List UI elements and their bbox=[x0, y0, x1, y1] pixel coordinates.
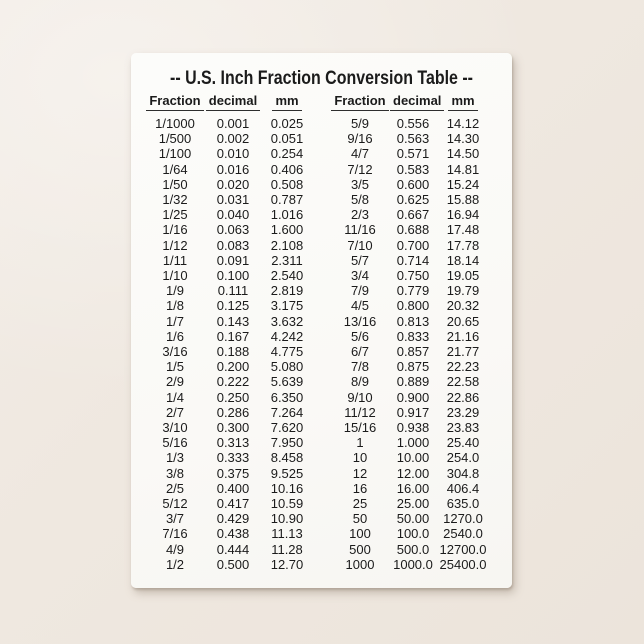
cell-decimal: 0.417 bbox=[216, 496, 250, 512]
cell-mm: 20.32 bbox=[446, 298, 480, 314]
cell-decimal: 0.444 bbox=[216, 541, 250, 557]
cell-mm: 2.108 bbox=[270, 237, 304, 253]
cell-mm: 19.79 bbox=[446, 283, 480, 299]
cell-mm: 11.13 bbox=[271, 526, 303, 542]
cell-fraction: 100 bbox=[349, 526, 371, 542]
cell-mm: 23.29 bbox=[446, 404, 480, 420]
table-row bbox=[330, 359, 490, 374]
table-row bbox=[330, 162, 490, 177]
table-row bbox=[330, 466, 490, 481]
table-row bbox=[330, 390, 490, 405]
cell-mm: 4.242 bbox=[270, 328, 304, 344]
cell-fraction: 5/8 bbox=[350, 192, 370, 208]
table-row bbox=[330, 496, 490, 511]
cell-decimal: 100.0 bbox=[396, 526, 430, 542]
cell-mm: 17.78 bbox=[446, 237, 480, 253]
cell-decimal: 0.016 bbox=[216, 161, 250, 177]
cell-decimal: 0.100 bbox=[216, 268, 250, 284]
cell-fraction: 1/4 bbox=[165, 389, 185, 405]
cell-decimal: 0.200 bbox=[216, 359, 250, 375]
table-row bbox=[330, 207, 490, 222]
cell-fraction: 1/25 bbox=[162, 207, 188, 223]
table-row bbox=[145, 146, 313, 161]
cell-decimal: 0.333 bbox=[216, 450, 250, 466]
table-row bbox=[145, 253, 313, 268]
cell-mm: 5.639 bbox=[270, 374, 304, 390]
cell-fraction: 500 bbox=[349, 541, 371, 557]
cell-decimal: 0.938 bbox=[396, 420, 430, 436]
table-row bbox=[330, 420, 490, 435]
cell-decimal: 0.800 bbox=[396, 298, 430, 314]
cell-fraction: 7/12 bbox=[347, 161, 373, 177]
cell-fraction: 1/6 bbox=[165, 328, 185, 344]
cell-fraction: 11/16 bbox=[344, 222, 376, 238]
cell-decimal: 0.563 bbox=[396, 131, 430, 147]
cell-mm: 2.311 bbox=[271, 252, 303, 268]
cell-decimal: 0.286 bbox=[216, 404, 250, 420]
cell-fraction: 3/10 bbox=[162, 420, 188, 436]
table-row bbox=[145, 238, 313, 253]
column-header-decimal: decimal bbox=[390, 94, 444, 111]
cell-decimal: 16.00 bbox=[396, 480, 430, 496]
cell-mm: 2.819 bbox=[270, 283, 304, 299]
cell-decimal: 0.714 bbox=[396, 252, 430, 268]
cell-fraction: 3/4 bbox=[350, 268, 370, 284]
cell-fraction: 3/7 bbox=[165, 511, 185, 527]
cell-fraction: 16 bbox=[352, 480, 368, 496]
column-header-mm: mm bbox=[272, 94, 301, 111]
cell-decimal: 0.083 bbox=[216, 237, 250, 253]
cell-mm: 2.540 bbox=[270, 268, 304, 284]
cell-fraction: 1/64 bbox=[162, 161, 188, 177]
conversion-table-left bbox=[145, 92, 313, 572]
table-row bbox=[145, 177, 313, 192]
cell-decimal: 0.300 bbox=[216, 420, 250, 436]
cell-decimal: 0.750 bbox=[396, 268, 430, 284]
table-row bbox=[330, 481, 490, 496]
cell-mm: 1.016 bbox=[270, 207, 304, 223]
cell-fraction: 9/10 bbox=[347, 389, 373, 405]
cell-mm: 0.254 bbox=[270, 146, 304, 162]
header-cell-decimal bbox=[205, 92, 261, 116]
cell-mm: 25400.0 bbox=[439, 556, 487, 572]
cell-mm: 5.080 bbox=[270, 359, 304, 375]
table-row bbox=[330, 131, 490, 146]
cell-decimal: 0.313 bbox=[216, 435, 250, 451]
cell-mm: 10.59 bbox=[270, 496, 304, 512]
cell-fraction: 1/7 bbox=[165, 313, 185, 329]
cell-fraction: 4/7 bbox=[350, 146, 370, 162]
cell-decimal: 0.571 bbox=[396, 146, 430, 162]
cell-fraction: 1/50 bbox=[162, 176, 188, 192]
cell-fraction: 8/9 bbox=[350, 374, 370, 390]
cell-fraction: 7/9 bbox=[350, 283, 370, 299]
table-row bbox=[145, 526, 313, 541]
cell-decimal: 0.375 bbox=[216, 465, 250, 481]
cell-decimal: 0.875 bbox=[396, 359, 430, 375]
cell-fraction: 9/16 bbox=[347, 131, 373, 147]
tables-row bbox=[131, 92, 512, 572]
cell-fraction: 6/7 bbox=[350, 344, 370, 360]
cell-fraction: 10 bbox=[352, 450, 368, 466]
cell-mm: 0.406 bbox=[270, 161, 304, 177]
table-row bbox=[330, 374, 490, 389]
cell-mm: 25.40 bbox=[446, 435, 480, 451]
header-row bbox=[145, 92, 313, 116]
table-row bbox=[145, 329, 313, 344]
table-row bbox=[330, 450, 490, 465]
cell-decimal: 0.438 bbox=[216, 526, 250, 542]
cell-decimal: 10.00 bbox=[396, 450, 430, 466]
cell-decimal: 0.889 bbox=[396, 374, 430, 390]
cell-fraction: 5/9 bbox=[350, 116, 370, 131]
cell-mm: 6.350 bbox=[270, 389, 304, 405]
cell-decimal: 25.00 bbox=[396, 496, 430, 512]
cell-mm: 635.0 bbox=[446, 496, 480, 512]
cell-mm: 22.86 bbox=[446, 389, 480, 405]
table-row bbox=[145, 192, 313, 207]
table-row bbox=[145, 359, 313, 374]
cell-decimal: 0.010 bbox=[216, 146, 250, 162]
cell-mm: 0.025 bbox=[270, 116, 304, 131]
table-row bbox=[145, 344, 313, 359]
cell-fraction: 1/9 bbox=[165, 283, 185, 299]
cell-mm: 1270.0 bbox=[443, 511, 483, 527]
table-row bbox=[145, 450, 313, 465]
table-row bbox=[330, 511, 490, 526]
cell-mm: 16.94 bbox=[446, 207, 480, 223]
table-row bbox=[330, 542, 490, 557]
table-row bbox=[145, 374, 313, 389]
cell-mm: 14.30 bbox=[446, 131, 480, 147]
cell-decimal: 0.688 bbox=[396, 222, 430, 238]
cell-mm: 7.264 bbox=[270, 404, 304, 420]
card-title: -- U.S. Inch Fraction Conversion Table -- bbox=[170, 68, 473, 89]
cell-mm: 18.14 bbox=[446, 252, 480, 268]
cell-decimal: 0.600 bbox=[396, 176, 430, 192]
cell-mm: 4.775 bbox=[270, 344, 304, 360]
cell-mm: 254.0 bbox=[446, 450, 480, 466]
cell-fraction: 1/3 bbox=[165, 450, 185, 466]
cell-mm: 0.508 bbox=[270, 176, 304, 192]
cell-mm: 21.77 bbox=[446, 344, 480, 360]
cell-fraction: 25 bbox=[352, 496, 368, 512]
cell-mm: 9.525 bbox=[270, 465, 304, 481]
cell-mm: 3.175 bbox=[270, 298, 304, 314]
cell-fraction: 1/8 bbox=[165, 298, 185, 314]
cell-decimal: 0.667 bbox=[396, 207, 430, 223]
cell-fraction: 3/8 bbox=[165, 465, 185, 481]
table-row bbox=[145, 557, 313, 572]
header-cell-mm bbox=[261, 92, 313, 116]
table-body-left bbox=[145, 116, 313, 572]
cell-fraction: 3/16 bbox=[162, 344, 188, 360]
table-row bbox=[145, 466, 313, 481]
cell-fraction: 1/11 bbox=[162, 252, 188, 268]
table-row bbox=[145, 390, 313, 405]
cell-fraction: 1 bbox=[356, 435, 364, 451]
cell-fraction: 2/7 bbox=[165, 404, 185, 420]
cell-fraction: 5/6 bbox=[350, 328, 370, 344]
cell-fraction: 1/12 bbox=[162, 237, 188, 253]
cell-mm: 7.620 bbox=[270, 420, 304, 436]
column-header-fraction: Fraction bbox=[331, 94, 388, 111]
header-cell-fraction bbox=[330, 92, 390, 116]
cell-mm: 14.12 bbox=[446, 116, 480, 131]
cell-fraction: 1/2 bbox=[165, 556, 185, 572]
cell-decimal: 0.063 bbox=[216, 222, 250, 238]
column-header-decimal: decimal bbox=[206, 94, 260, 111]
cell-mm: 14.50 bbox=[446, 146, 480, 162]
cell-mm: 22.23 bbox=[446, 359, 480, 375]
cell-decimal: 0.111 bbox=[217, 283, 249, 299]
cell-fraction: 5/7 bbox=[350, 252, 370, 268]
table-row bbox=[145, 314, 313, 329]
table-row bbox=[145, 222, 313, 237]
table-row bbox=[330, 253, 490, 268]
cell-fraction: 1/32 bbox=[162, 192, 188, 208]
cell-decimal: 0.143 bbox=[216, 313, 250, 329]
table-row bbox=[145, 542, 313, 557]
cell-decimal: 0.001 bbox=[216, 116, 250, 131]
cell-fraction: 7/8 bbox=[350, 359, 370, 375]
cell-decimal: 12.00 bbox=[396, 465, 430, 481]
cell-mm: 304.8 bbox=[446, 465, 480, 481]
cell-decimal: 0.813 bbox=[396, 313, 430, 329]
table-row bbox=[330, 283, 490, 298]
cell-mm: 10.90 bbox=[270, 511, 304, 527]
cell-fraction: 7/16 bbox=[162, 526, 188, 542]
cell-mm: 0.787 bbox=[270, 192, 304, 208]
cell-decimal: 0.020 bbox=[216, 176, 250, 192]
column-header-mm: mm bbox=[448, 94, 477, 111]
cell-decimal: 0.400 bbox=[216, 480, 250, 496]
cell-fraction: 3/5 bbox=[350, 176, 370, 192]
cell-mm: 14.81 bbox=[446, 161, 480, 177]
table-row bbox=[145, 131, 313, 146]
cell-decimal: 0.040 bbox=[216, 207, 250, 223]
cell-fraction: 50 bbox=[352, 511, 368, 527]
cell-mm: 406.4 bbox=[446, 480, 480, 496]
cell-decimal: 500.0 bbox=[396, 541, 430, 557]
cell-fraction: 5/12 bbox=[162, 496, 188, 512]
cell-decimal: 0.779 bbox=[396, 283, 430, 299]
table-row bbox=[145, 481, 313, 496]
table-row bbox=[330, 314, 490, 329]
cell-fraction: 1/100 bbox=[158, 146, 192, 162]
cell-mm: 7.950 bbox=[270, 435, 304, 451]
cell-fraction: 12 bbox=[352, 465, 368, 481]
cell-mm: 17.48 bbox=[446, 222, 480, 238]
cell-decimal: 1000.0 bbox=[393, 556, 433, 572]
table-row bbox=[330, 116, 490, 131]
cell-decimal: 0.125 bbox=[216, 298, 250, 314]
cell-mm: 1.600 bbox=[270, 222, 304, 238]
table-row bbox=[330, 192, 490, 207]
cell-mm: 8.458 bbox=[270, 450, 304, 466]
cell-mm: 15.24 bbox=[446, 176, 480, 192]
cell-decimal: 0.167 bbox=[216, 328, 250, 344]
cell-decimal: 0.583 bbox=[396, 161, 430, 177]
cell-fraction: 2/9 bbox=[165, 374, 185, 390]
cell-decimal: 1.000 bbox=[396, 435, 430, 451]
cell-decimal: 0.188 bbox=[216, 344, 250, 360]
table-row bbox=[330, 557, 490, 572]
cell-decimal: 0.002 bbox=[216, 131, 250, 147]
cell-mm: 3.632 bbox=[270, 313, 304, 329]
table-row bbox=[330, 329, 490, 344]
table-row bbox=[145, 283, 313, 298]
table-row bbox=[330, 146, 490, 161]
cell-fraction: 2/3 bbox=[350, 207, 370, 223]
cell-fraction: 1000 bbox=[345, 556, 375, 572]
cell-fraction: 1/16 bbox=[162, 222, 188, 238]
cell-fraction: 11/12 bbox=[344, 404, 376, 420]
cell-decimal: 0.917 bbox=[396, 404, 430, 420]
cell-decimal: 0.429 bbox=[216, 511, 250, 527]
cell-fraction: 13/16 bbox=[343, 313, 377, 329]
cell-mm: 19.05 bbox=[446, 268, 480, 284]
cell-fraction: 7/10 bbox=[347, 237, 373, 253]
cell-fraction: 1/10 bbox=[162, 268, 188, 284]
cell-fraction: 2/5 bbox=[165, 480, 185, 496]
cell-decimal: 50.00 bbox=[396, 511, 430, 527]
conversion-card bbox=[131, 53, 512, 588]
cell-decimal: 0.625 bbox=[396, 192, 430, 208]
table-row bbox=[145, 207, 313, 222]
cell-decimal: 0.031 bbox=[216, 192, 250, 208]
header-row bbox=[330, 92, 490, 116]
cell-fraction: 4/5 bbox=[350, 298, 370, 314]
cell-fraction: 5/16 bbox=[162, 435, 188, 451]
table-row bbox=[145, 511, 313, 526]
cell-fraction: 4/9 bbox=[165, 541, 185, 557]
table-row bbox=[145, 496, 313, 511]
column-header-fraction: Fraction bbox=[146, 94, 203, 111]
table-row bbox=[330, 238, 490, 253]
cell-mm: 0.051 bbox=[270, 131, 304, 147]
table-row bbox=[330, 222, 490, 237]
table-row bbox=[330, 526, 490, 541]
conversion-table-right bbox=[330, 92, 490, 572]
cell-decimal: 0.091 bbox=[216, 252, 250, 268]
cell-mm: 12.70 bbox=[270, 556, 304, 572]
cell-mm: 21.16 bbox=[446, 328, 480, 344]
cell-mm: 15.88 bbox=[446, 192, 480, 208]
cell-decimal: 0.833 bbox=[396, 328, 430, 344]
table-row bbox=[330, 344, 490, 359]
table-row bbox=[330, 177, 490, 192]
cell-decimal: 0.250 bbox=[216, 389, 250, 405]
header-cell-fraction bbox=[145, 92, 205, 116]
cell-decimal: 0.222 bbox=[216, 374, 250, 390]
table-body-right bbox=[330, 116, 490, 572]
cell-decimal: 0.700 bbox=[396, 237, 430, 253]
cell-fraction: 1/5 bbox=[165, 359, 185, 375]
cell-decimal: 0.556 bbox=[396, 116, 430, 131]
cell-mm: 11.28 bbox=[271, 541, 303, 557]
cell-mm: 22.58 bbox=[446, 374, 480, 390]
cell-mm: 20.65 bbox=[446, 313, 480, 329]
table-row bbox=[145, 116, 313, 131]
table-row bbox=[330, 435, 490, 450]
cell-decimal: 0.900 bbox=[396, 389, 430, 405]
table-row bbox=[330, 268, 490, 283]
table-row bbox=[145, 405, 313, 420]
cell-mm: 2540.0 bbox=[443, 526, 483, 542]
table-row bbox=[145, 162, 313, 177]
table-row bbox=[330, 298, 490, 313]
table-row bbox=[145, 420, 313, 435]
cell-fraction: 1/500 bbox=[158, 131, 192, 147]
cell-mm: 23.83 bbox=[446, 420, 480, 436]
cell-mm: 12700.0 bbox=[439, 541, 487, 557]
cell-fraction: 15/16 bbox=[343, 420, 377, 436]
cell-fraction: 1/1000 bbox=[155, 116, 195, 131]
table-row bbox=[330, 405, 490, 420]
cell-mm: 10.16 bbox=[270, 480, 304, 496]
header-cell-decimal bbox=[390, 92, 442, 116]
table-row bbox=[145, 268, 313, 283]
table-row bbox=[145, 298, 313, 313]
cell-decimal: 0.857 bbox=[396, 344, 430, 360]
cell-decimal: 0.500 bbox=[216, 556, 250, 572]
table-row bbox=[145, 435, 313, 450]
